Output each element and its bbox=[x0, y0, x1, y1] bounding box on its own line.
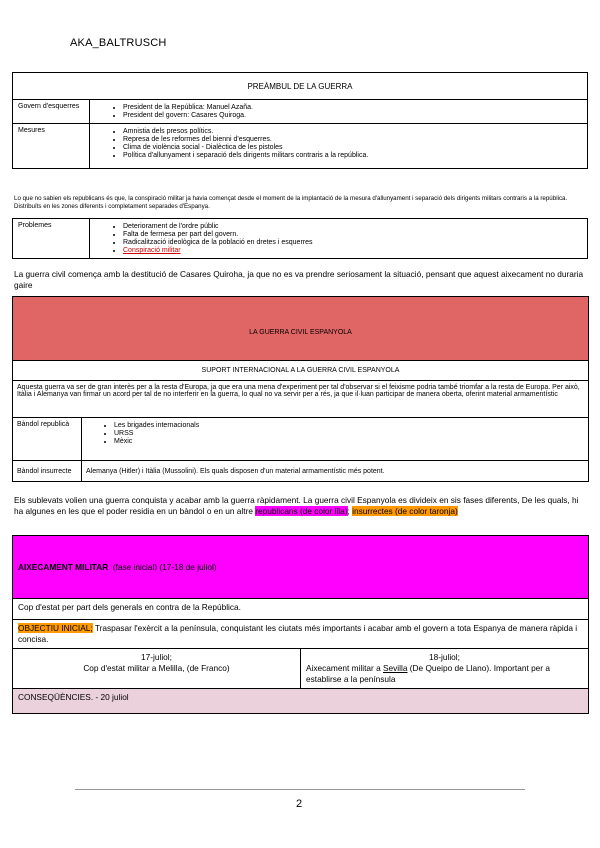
insurrecte-label: Bàndol insurrecte bbox=[13, 461, 82, 482]
problemes-item: • Falta de fermesa per part del govern. bbox=[123, 231, 582, 238]
sevilla-link[interactable]: Sevilla bbox=[383, 663, 408, 673]
preambul-title: PREÀMBUL DE LA GUERRA bbox=[13, 73, 588, 100]
day17-cell bbox=[13, 649, 301, 689]
govern-cell bbox=[90, 100, 588, 124]
intro-paragraph: La guerra civil comença amb la destitució de Casares Quiroha, ja que no es va prendre seriosament la situació, pensant que aquest aixecament no duraria gaire bbox=[14, 269, 584, 290]
problemes-item: • Radicalització ideològica de la població en dretes i esquerres bbox=[123, 239, 582, 246]
preambul-table bbox=[12, 72, 588, 169]
republica-cell bbox=[82, 418, 589, 461]
objectiu-label: OBJECTIU INICIAL; bbox=[18, 623, 93, 633]
mesures-item: • Clima de violència social - Dialèctica de les pistoles bbox=[123, 144, 582, 151]
page-number: 2 bbox=[296, 798, 303, 810]
conspiracio-link[interactable]: Conspiració militar bbox=[123, 247, 181, 254]
mesures-label: Mesures bbox=[13, 124, 90, 169]
phases-paragraph bbox=[14, 495, 586, 517]
republica-label: Bàndol republicà bbox=[13, 418, 82, 461]
day18-post: (De Queipo de Llano). Important per a establirse a la península bbox=[306, 663, 550, 684]
day17-date: 17-juliol; bbox=[141, 652, 172, 662]
republica-item: • URSS bbox=[114, 430, 584, 437]
problemes-cell bbox=[90, 219, 588, 259]
document-author: AKA_BALTRUSCH bbox=[70, 37, 167, 49]
insurrectes-highlight: insurrectes (de color taronja) bbox=[352, 506, 458, 516]
phases-sep: ; bbox=[347, 506, 353, 516]
guerra-intro: Aquesta guerra va ser de gran interès per a la resta d'Europa, ja que era una mena d'experiment per tal d'observar si el feixisme podria també triomfar a la resta de Europa. Per això, Itàlia i Alemanya van firmar un acord per tal de no interferir en la guerra, lo qual no va servir per a rés, ja que il·luan participar de manera oberta, oferint material armamentístic bbox=[13, 381, 589, 418]
problemes-item: • Deteriorament de l'ordre públic bbox=[123, 223, 582, 230]
mesures-cell bbox=[90, 124, 588, 169]
republica-item: • Les brigades internacionals bbox=[114, 422, 584, 429]
consequencies-cell: CONSEQÜÈNCIES. - 20 juliol bbox=[13, 689, 589, 714]
phases-text: Els sublevats volien una guerra conquista y acabar amb la guerra ràpidament. La guerra civil Espanyola es divideix en sis fases diferents, De les quals, hi ha algunes en les que el poder residia en un bàndol o en un altre bbox=[14, 495, 579, 516]
aixecament-cop: Cop d'estat per part dels generals en contra de la República. bbox=[13, 599, 589, 620]
govern-label: Govern d'esquerres bbox=[13, 100, 90, 124]
mesures-item: • Represa de les reformes del bienni d'esquerres. bbox=[123, 136, 582, 143]
objectiu-cell bbox=[13, 620, 589, 649]
aixecament-table bbox=[12, 535, 589, 714]
problemes-label: Problemes bbox=[13, 219, 90, 259]
day18-date: 18-juliol; bbox=[429, 652, 460, 662]
day18-cell bbox=[301, 649, 589, 689]
guerra-table bbox=[12, 296, 589, 482]
govern-item: • President del govern: Casares Quiroga. bbox=[123, 112, 582, 119]
conspiracy-note: Lo que no sabien els republicans és que, la conspiració militar ja havia començat desde el moment de la implantació de la mesura d'allunyament i separació dels dirigents militars contraris a la república. Distribuïts en les zones diferents i completament separades d'Espanya. bbox=[14, 195, 568, 210]
guerra-title: LA GUERRA CIVIL ESPANYOLA bbox=[13, 297, 589, 361]
day18-pre: Aixecament militar a bbox=[306, 663, 384, 673]
footer-divider bbox=[75, 789, 525, 790]
problemes-table bbox=[12, 218, 588, 259]
aixecament-header bbox=[13, 536, 589, 599]
guerra-subtitle: SUPORT INTERNACIONAL A LA GUERRA CIVIL ESPANYOLA bbox=[13, 361, 589, 381]
republicans-highlight: republicans (de color lila) bbox=[255, 506, 348, 516]
republica-item: • Mèxic bbox=[114, 438, 584, 445]
aixecament-title: AIXECAMENT MILITAR bbox=[18, 561, 109, 572]
insurrecte-cell: Alemanya (Hitler) i Itàlia (Mussolini). Els quals disposen d'un material armamentístic més potent. bbox=[82, 461, 589, 482]
mesures-item: • Política d'allunyament i separació dels dirigents militars contraris a la república. bbox=[123, 152, 582, 159]
aixecament-phase: (fase inicial) (17-18 de juliol) bbox=[112, 561, 217, 572]
mesures-item: • Amnistia dels presos polítics. bbox=[123, 128, 582, 135]
govern-item: • President de la República: Manuel Azaña. bbox=[123, 104, 582, 111]
objectiu-text: Traspasar l'exèrcit a la península, conquistant les ciutats més importants i acabar amb el govern a tota Espanya de manera ràpida i concisa. bbox=[18, 623, 578, 644]
day17-text: Cop d'estat militar a Melilla, (de Franco) bbox=[83, 663, 230, 673]
